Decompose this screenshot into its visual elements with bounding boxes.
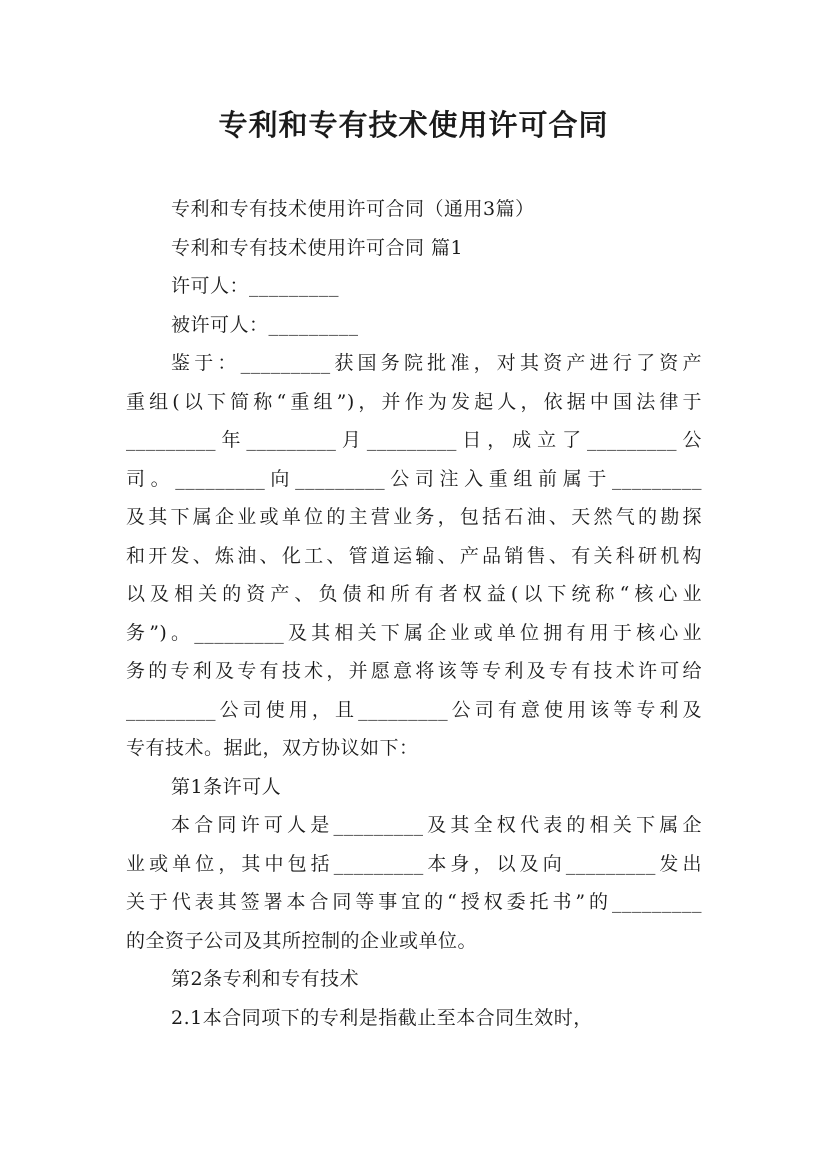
- paragraph-line: 专利和专有技术使用许可合同 篇1: [171, 236, 464, 259]
- paragraph-line: 鉴于：_________获国务院批准，对其资产进行了资产: [171, 352, 702, 374]
- paragraph-line: 本合同许可人是_________及其全权代表的相关下属企: [171, 814, 702, 836]
- paragraph-line: 2.1本合同项下的专利是指截止至本合同生效时，: [171, 1006, 593, 1029]
- paragraph-line: 专有技术。据此，双方协议如下：: [126, 737, 419, 759]
- paragraph-line: 务”)。_________及其相关下属企业或单位拥有用于核心业: [126, 621, 702, 644]
- section-heading: 第1条许可人: [171, 775, 282, 798]
- paragraph-line: 关于代表其签署本合同等事宜的“授权委托书”的_________: [126, 891, 702, 913]
- paragraph-line: 重组(以下简称“重组”)，并作为发起人，依据中国法律于: [126, 390, 702, 413]
- document-body: [126, 190, 702, 1037]
- paragraph-line: 和开发、炼油、化工、管道运输、产品销售、有关科研机构: [126, 544, 702, 567]
- paragraph-line: _________公司使用，且_________公司有意使用该等专利及: [126, 698, 702, 721]
- paragraph-line: 业或单位，其中包括_________本身，以及向_________发出: [126, 852, 702, 875]
- paragraph-line: _________年_________月_________日，成立了_________公: [126, 429, 702, 451]
- paragraph-line: 及其下属企业或单位的主营业务，包括石油、天然气的勘探: [126, 506, 702, 528]
- paragraph-line: 专利和专有技术使用许可合同（通用3篇）: [171, 198, 535, 220]
- section-heading: 第2条专利和专有技术: [171, 968, 360, 990]
- document-title: 专利和专有技术使用许可合同: [218, 108, 609, 142]
- paragraph-line: 以及相关的资产、负债和所有者权益(以下统称“核心业: [126, 583, 702, 605]
- paragraph-line: 务的专利及专有技术，并愿意将该等专利及专有技术许可给: [126, 660, 702, 682]
- paragraph-line: 的全资子公司及其所控制的企业或单位。: [126, 929, 478, 952]
- paragraph-line: 许可人：_________: [171, 275, 340, 297]
- paragraph-line: 被许可人：_________: [171, 313, 359, 336]
- paragraph-line: 司。_________向_________公司注入重组前属于_________: [126, 467, 702, 490]
